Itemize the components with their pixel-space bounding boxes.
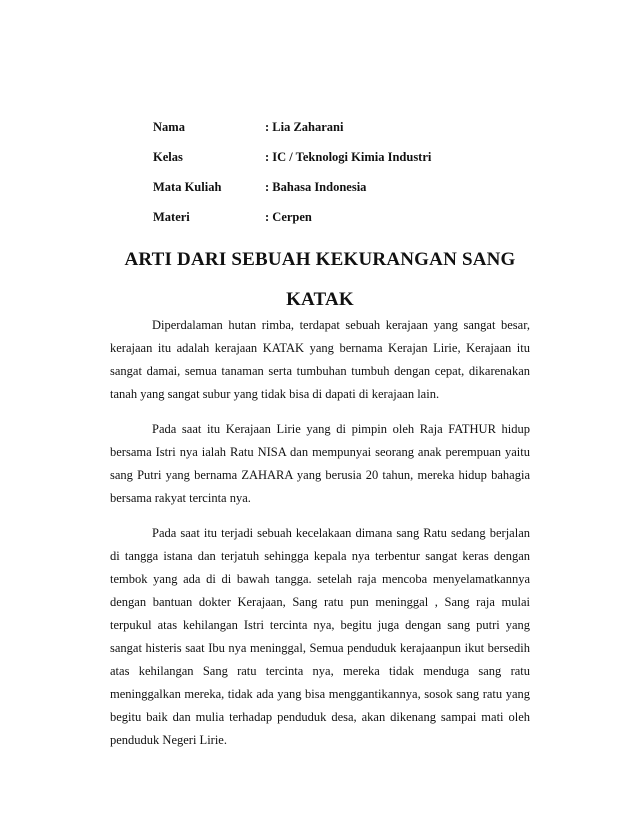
info-row-mata-kuliah [153,172,573,202]
info-row-kelas [153,142,573,172]
info-value: : Lia Zaharani [265,120,344,134]
info-label: Kelas [153,150,183,164]
story-paragraph: Diperdalaman hutan rimba, terdapat sebuah kerajaan yang sangat besar, kerajaan itu adalah kerajaan KATAK yang bernama Kerajan Lirie, Kerajaan itu sangat damai, semua tanaman serta tumbuhan tumbuh dengan cepat, dikarenakan tanah yang sangat subur yang tidak bisa di dapati di kerajaan lain. [110,318,530,401]
info-value: : Bahasa Indonesia [265,180,367,194]
info-label: Mata Kuliah [153,180,222,194]
story-body [110,314,530,764]
info-value: : Cerpen [265,210,312,224]
info-value: : IC / Teknologi Kimia Industri [265,150,432,164]
info-label: Nama [153,120,185,134]
story-paragraph: Pada saat itu Kerajaan Lirie yang di pimpin oleh Raja FATHUR hidup bersama Istri nya ialah Ratu NISA dan mempunyai seorang anak perempuan yaitu sang Putri yang bernama ZAHARA yang berusia 20 tahun, mereka hidup bahagia bersama rakyat tercinta nya. [110,422,530,505]
info-row-nama [153,112,573,142]
story-title: ARTI DARI SEBUAH KEKURANGAN SANG KATAK [124,249,516,310]
story-paragraph: Pada saat itu terjadi sebuah kecelakaan dimana sang Ratu sedang berjalan di tangga istana dan terjatuh sehingga kepala nya terbentur sangat keras dengan tembok yang ada di di bawah tangga. setelah raja mencoba menyelamatkannya dengan bantuan dokter Kerajaan, Sang ratu pun meninggal , Sang raja mulai terpukul atas kehilangan Istri tercinta nya, begitu juga dengan sang putri yang sangat histeris saat Ibu nya meninggal, Semua penduduk kerajaanpun ikut bersedih atas kehilangan Sang ratu tercinta nya, mereka tidak menduga sang ratu meninggalkan mereka, tidak ada yang bisa menggantikannya, sosok sang ratu yang begitu baik dan mulia terhadap penduduk desa, akan dikenang sampai mati oleh penduduk Negeri Lirie. [110,526,530,747]
info-label: Materi [153,210,190,224]
student-info [153,112,573,232]
info-row-materi [153,202,573,232]
